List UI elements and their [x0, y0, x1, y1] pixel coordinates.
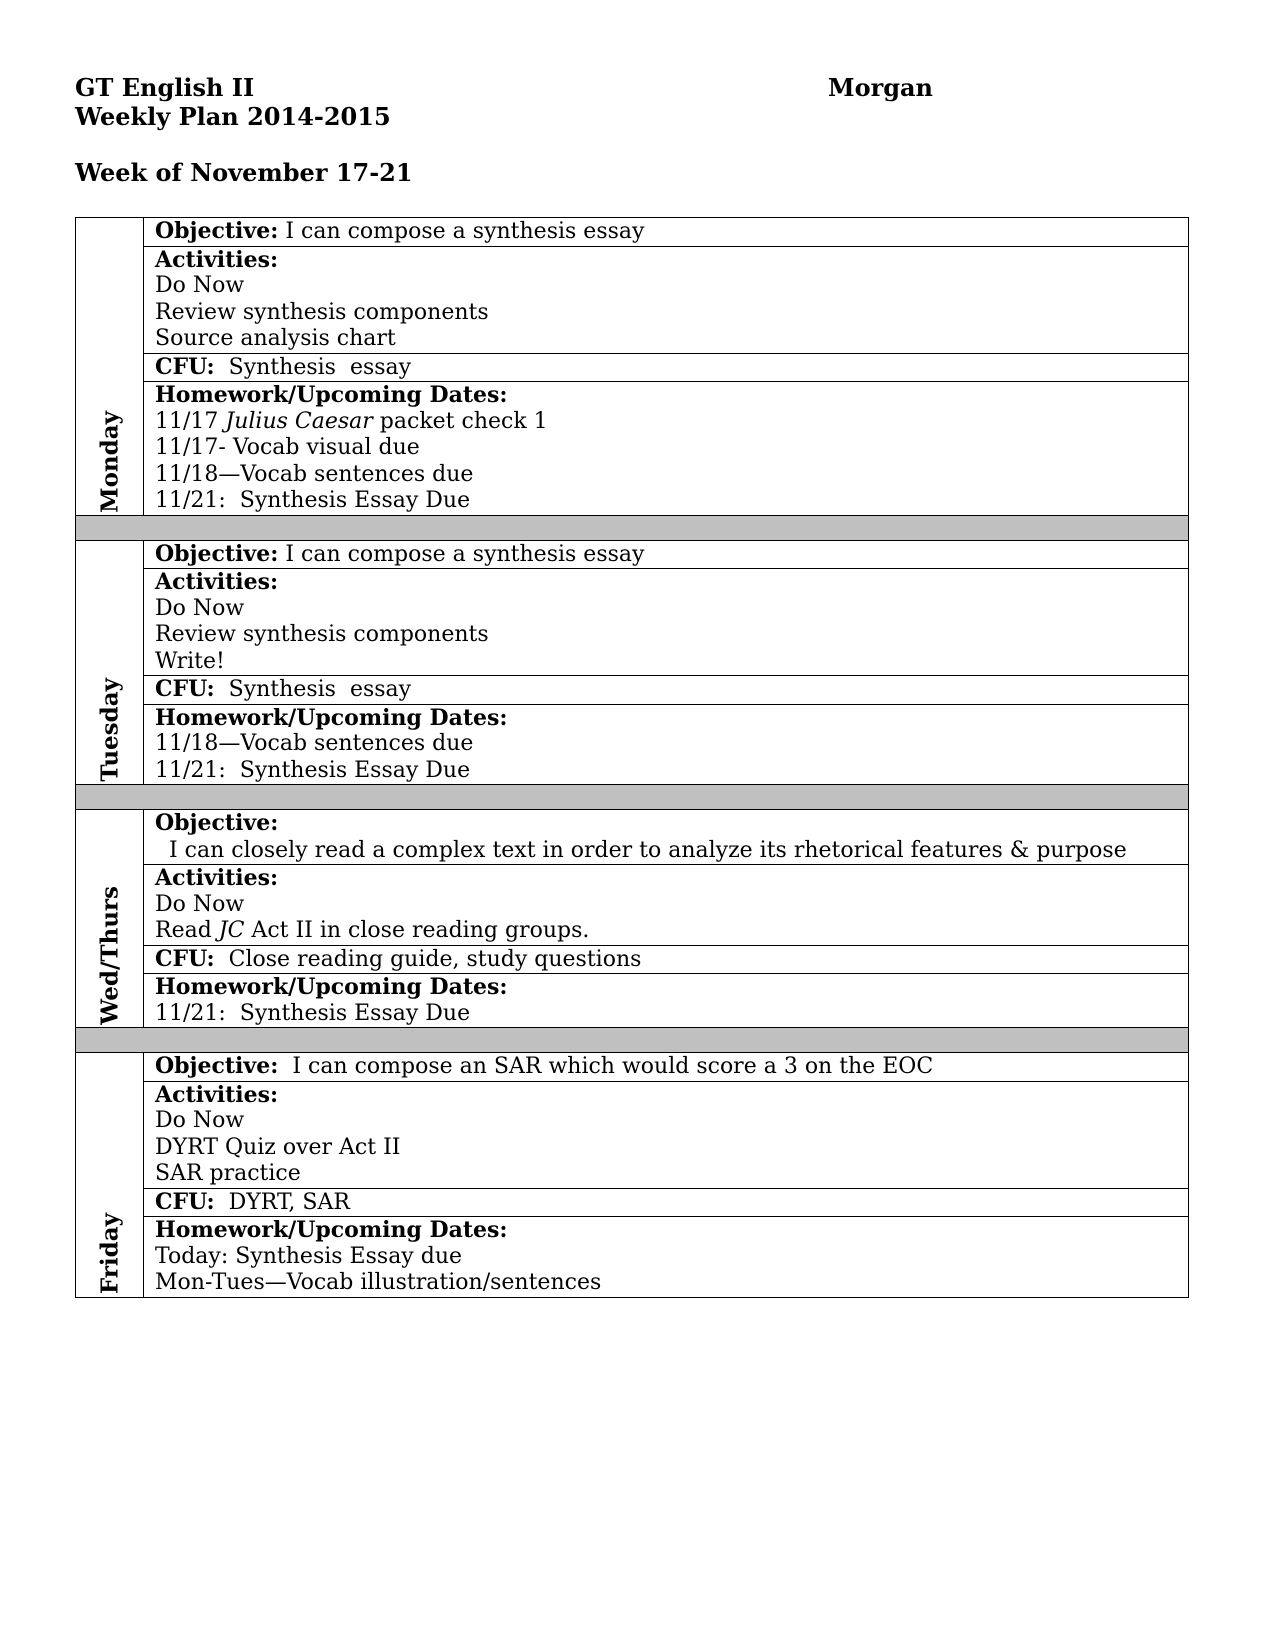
activities-row [76, 569, 1189, 676]
activities-cell [144, 246, 1189, 353]
cfu-cell [144, 1188, 1189, 1217]
cfu-cell [144, 945, 1189, 974]
homework-item [155, 1001, 1178, 1028]
cfu-cell [144, 676, 1189, 705]
day-separator [76, 785, 1189, 810]
activities-label: Activities: [155, 865, 279, 891]
homework-label: Homework/Upcoming Dates: [155, 382, 508, 408]
homework-row [76, 382, 1189, 516]
objective-row [76, 810, 1189, 865]
cfu-label: CFU: [155, 945, 215, 972]
homework-item-text: Mon-Tues—Vocab illustration/sentences [155, 1270, 602, 1295]
day-label: Monday [96, 410, 123, 513]
objective-cell [144, 1053, 1189, 1082]
cfu-text: Synthesis essay [214, 677, 412, 702]
objective-cell [144, 810, 1189, 865]
homework-label: Homework/Upcoming Dates: [155, 1217, 508, 1243]
activities-row [76, 865, 1189, 946]
homework-item [155, 731, 1178, 758]
homework-row [76, 974, 1189, 1028]
activities-label: Activities: [155, 569, 279, 595]
separator-band [76, 785, 1189, 810]
cfu-text: Close reading guide, study questions [214, 946, 642, 972]
day-separator [76, 1028, 1189, 1053]
activity-item [155, 918, 1178, 945]
activity-item: DYRT Quiz over Act II [155, 1134, 401, 1160]
homework-item-title: Julius Caesar [225, 408, 373, 434]
homework-item-text: 11/18—Vocab sentences due [155, 461, 474, 487]
cfu-cell [144, 353, 1189, 382]
teacher-name: Morgan [828, 73, 933, 102]
day-separator [76, 515, 1189, 540]
homework-item-text: 11/17 [155, 408, 226, 434]
activity-item: Review synthesis components [155, 299, 489, 325]
activity-item: Do Now [155, 1108, 245, 1133]
day-cell-friday [76, 1053, 144, 1298]
homework-item-text: 11/21: Synthesis Essay Due [155, 488, 471, 513]
day-label: Friday [96, 1213, 123, 1295]
activity-item: Do Now [155, 595, 245, 621]
objective-label: Objective: [155, 1053, 279, 1079]
activity-item-text: Read [155, 918, 219, 943]
day-label: Tuesday [96, 678, 123, 782]
activities-row [76, 246, 1189, 353]
homework-item-text: 11/18—Vocab sentences due [155, 731, 474, 756]
cfu-text: Synthesis essay [214, 354, 412, 380]
plan-year: Weekly Plan 2014-2015 [75, 102, 391, 131]
cfu-label: CFU: [155, 676, 215, 702]
homework-item [155, 1270, 1178, 1297]
homework-label: Homework/Upcoming Dates: [155, 974, 508, 1000]
activity-item: Write! [155, 648, 225, 674]
activity-item: Source analysis chart [155, 326, 396, 351]
homework-item [155, 758, 1178, 785]
objective-label: Objective: [155, 218, 279, 244]
homework-cell [144, 1217, 1189, 1298]
activity-item-title: JC [218, 918, 245, 943]
homework-item-text: 11/21: Synthesis Essay Due [155, 1000, 471, 1026]
objective-row [76, 540, 1189, 569]
activities-cell [144, 569, 1189, 676]
objective-text: I can closely read a complex text in order to analyze its rhetorical features & purpose [155, 837, 1127, 863]
homework-item-text-end: packet check 1 [372, 408, 548, 434]
cfu-row [76, 945, 1189, 974]
objective-cell [144, 218, 1189, 247]
cfu-label: CFU: [155, 353, 215, 380]
homework-row [76, 1217, 1189, 1298]
objective-cell [144, 540, 1189, 569]
objective-text: I can compose an SAR which would score a 3 on the EOC [278, 1054, 934, 1079]
objective-text: I can compose a synthesis essay [278, 219, 645, 244]
objective-label: Objective: [155, 810, 279, 836]
homework-item-text: Today: Synthesis Essay due [155, 1243, 463, 1269]
objective-label: Objective: [155, 540, 279, 567]
day-cell-wed-thurs [76, 810, 144, 1028]
homework-item [155, 435, 1178, 462]
objective-row [76, 1053, 1189, 1082]
weekly-plan-table [75, 217, 1189, 1298]
separator-band [76, 515, 1189, 540]
activities-label: Activities: [155, 1081, 279, 1108]
day-label: Wed/Thurs [96, 886, 123, 1025]
activity-item: Review synthesis components [155, 622, 489, 647]
activities-row [76, 1081, 1189, 1188]
cfu-row [76, 1188, 1189, 1217]
cfu-row [76, 676, 1189, 705]
day-cell-tuesday [76, 540, 144, 785]
homework-cell [144, 974, 1189, 1028]
homework-item [155, 488, 1178, 515]
homework-cell [144, 382, 1189, 516]
homework-row [76, 704, 1189, 785]
separator-band [76, 1028, 1189, 1053]
course-title: GT English II [75, 73, 255, 102]
activity-item-text-end: Act II in close reading groups. [244, 918, 590, 943]
activities-cell [144, 1081, 1189, 1188]
homework-cell [144, 704, 1189, 785]
activity-item [155, 892, 1178, 919]
objective-row [76, 218, 1189, 247]
cfu-text: DYRT, SAR [214, 1189, 350, 1215]
objective-text: I can compose a synthesis essay [278, 541, 645, 567]
activities-cell [144, 865, 1189, 946]
homework-item-text: 11/17- Vocab visual due [155, 435, 420, 460]
day-cell-monday [76, 218, 144, 516]
cfu-label: CFU: [155, 1188, 215, 1215]
homework-item [155, 462, 1178, 489]
homework-item [155, 1244, 1178, 1271]
activity-item: SAR practice [155, 1161, 301, 1186]
activity-item-text: Do Now [155, 891, 245, 917]
activities-label: Activities: [155, 246, 279, 273]
homework-label: Homework/Upcoming Dates: [155, 704, 508, 731]
week-label: Week of November 17-21 [75, 158, 413, 187]
cfu-row [76, 353, 1189, 382]
homework-item [155, 409, 1178, 436]
homework-item-text: 11/21: Synthesis Essay Due [155, 757, 471, 783]
activity-item: Do Now [155, 273, 245, 298]
